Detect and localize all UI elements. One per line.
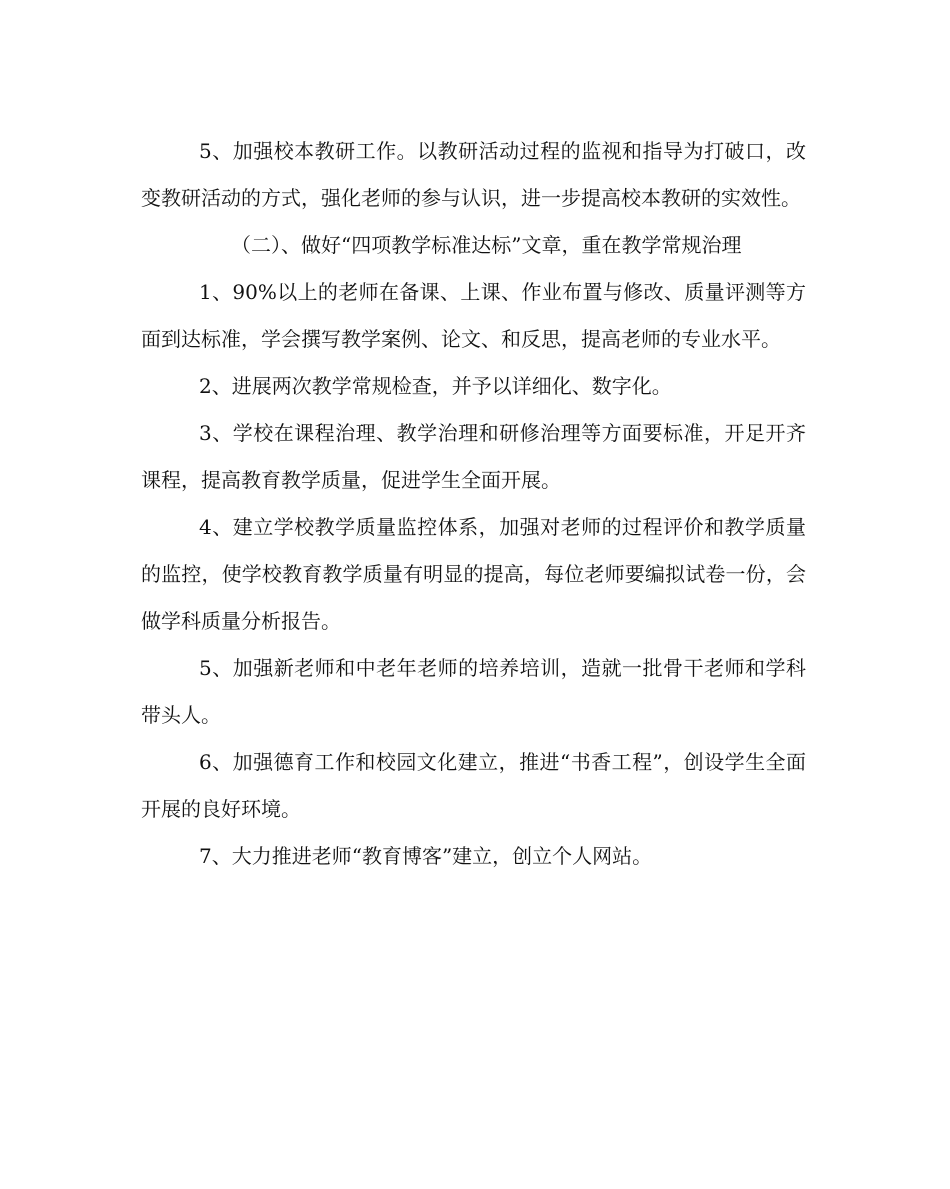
section-heading-two: （二）、做好“四项教学标准达标”文章，重在教学常规治理 — [231, 233, 742, 257]
paragraph-item-5-teaching-research: 5、加强校本教研工作。以教研活动过程的监视和指导为打破口，改变教研活动的方式，强化老师的参与认识，进一步提高校本教研的实效性。 — [141, 139, 806, 210]
paragraph-item-3-curriculum-management: 3、学校在课程治理、教学治理和研修治理等方面要标准，开足开齐课程，提高教育教学质量，促进学生全面开展。 — [141, 421, 806, 492]
paragraph-item-5-teacher-training: 5、加强新老师和中老年老师的培养培训，造就一批骨干老师和学科带头人。 — [141, 656, 806, 727]
paragraph-item-2-routine-checks: 2、进展两次教学常规检查，并予以详细化、数字化。 — [199, 374, 672, 398]
paragraph-item-4-quality-monitoring: 4、建立学校教学质量监控体系，加强对老师的过程评价和教学质量的监控，使学校教育教学质量有明显的提高，每位老师要编拟试卷一份，会做学科质量分析报告。 — [141, 515, 806, 633]
paragraph-item-1-teacher-standards: 1、90%以上的老师在备课、上课、作业布置与修改、质量评测等方面到达标准，学会撰写教学案例、论文、和反思，提高老师的专业水平。 — [141, 280, 806, 351]
document-body — [141, 128, 806, 880]
paragraph-item-7-education-blog: 7、大力推进老师“教育博客”建立，创立个人网站。 — [199, 844, 653, 868]
paragraph-item-6-moral-education: 6、加强德育工作和校园文化建立，推进“书香工程”，创设学生全面开展的良好环境。 — [141, 750, 806, 821]
